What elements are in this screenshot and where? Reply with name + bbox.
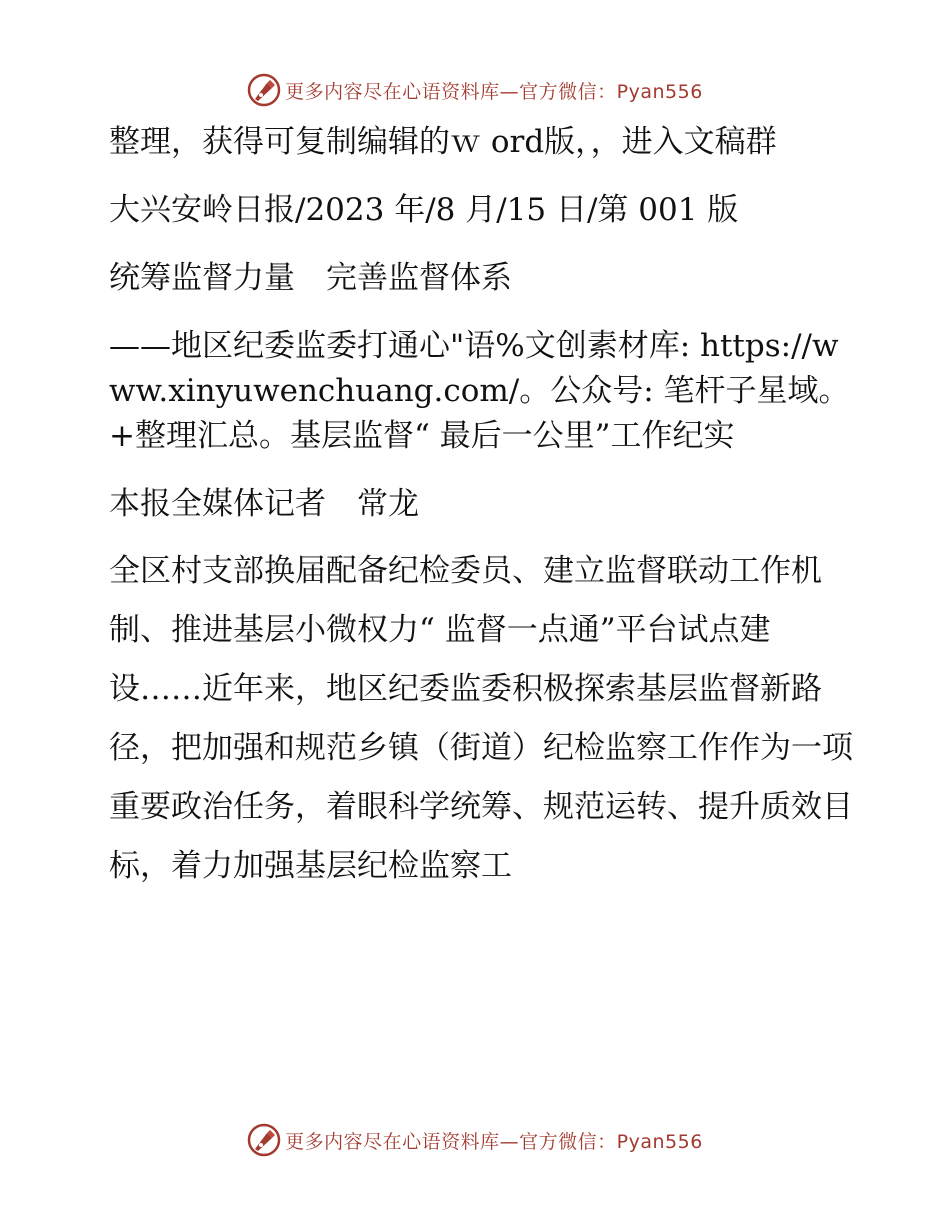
- byline: 本报全媒体记者 常龙: [109, 486, 419, 522]
- header-banner-text: 更多内容尽在心语资料库—官方微信：Pyan556: [285, 80, 703, 103]
- headline: 统筹监督力量 完善监督体系: [109, 260, 512, 296]
- subheadline: ——地区纪委监委打通心"语%文创素材库: https://www.xinyuwenchuang.com/。公众号: 笔杆子星域。+整理汇总。基层监督“ 最后一公里”工作纪实: [109, 328, 850, 454]
- document-body: [97, 120, 857, 919]
- footer-banner: [0, 1120, 950, 1160]
- footer-wechat-id: Pyan556: [616, 1130, 703, 1153]
- source-line: 大兴安岭日报/2023 年/8 月/15 日/第 001 版: [109, 192, 739, 228]
- pen-nib-logo-icon: [247, 1123, 281, 1157]
- header-wechat-id: Pyan556: [616, 80, 703, 103]
- intro-paragraph: 整理，获得可复制编辑的ｗ ord版，，进入文稿群: [109, 124, 777, 160]
- pen-nib-logo-icon: [247, 73, 281, 107]
- header-banner: [0, 70, 950, 110]
- body-paragraph: 全区村支部换届配备纪检委员、建立监督联动工作机制、推进基层小微权力“ 监督一点通”平台试点建设……近年来，地区纪委监委积极探索基层监督新路径，把加强和规范乡镇（街道）纪检监察工作作为一项重要政治任务，着眼科学统筹、规范运转、提升质效目标，着力加强基层纪检监察工: [109, 553, 853, 884]
- footer-banner-text: 更多内容尽在心语资料库—官方微信：Pyan556: [285, 1130, 703, 1153]
